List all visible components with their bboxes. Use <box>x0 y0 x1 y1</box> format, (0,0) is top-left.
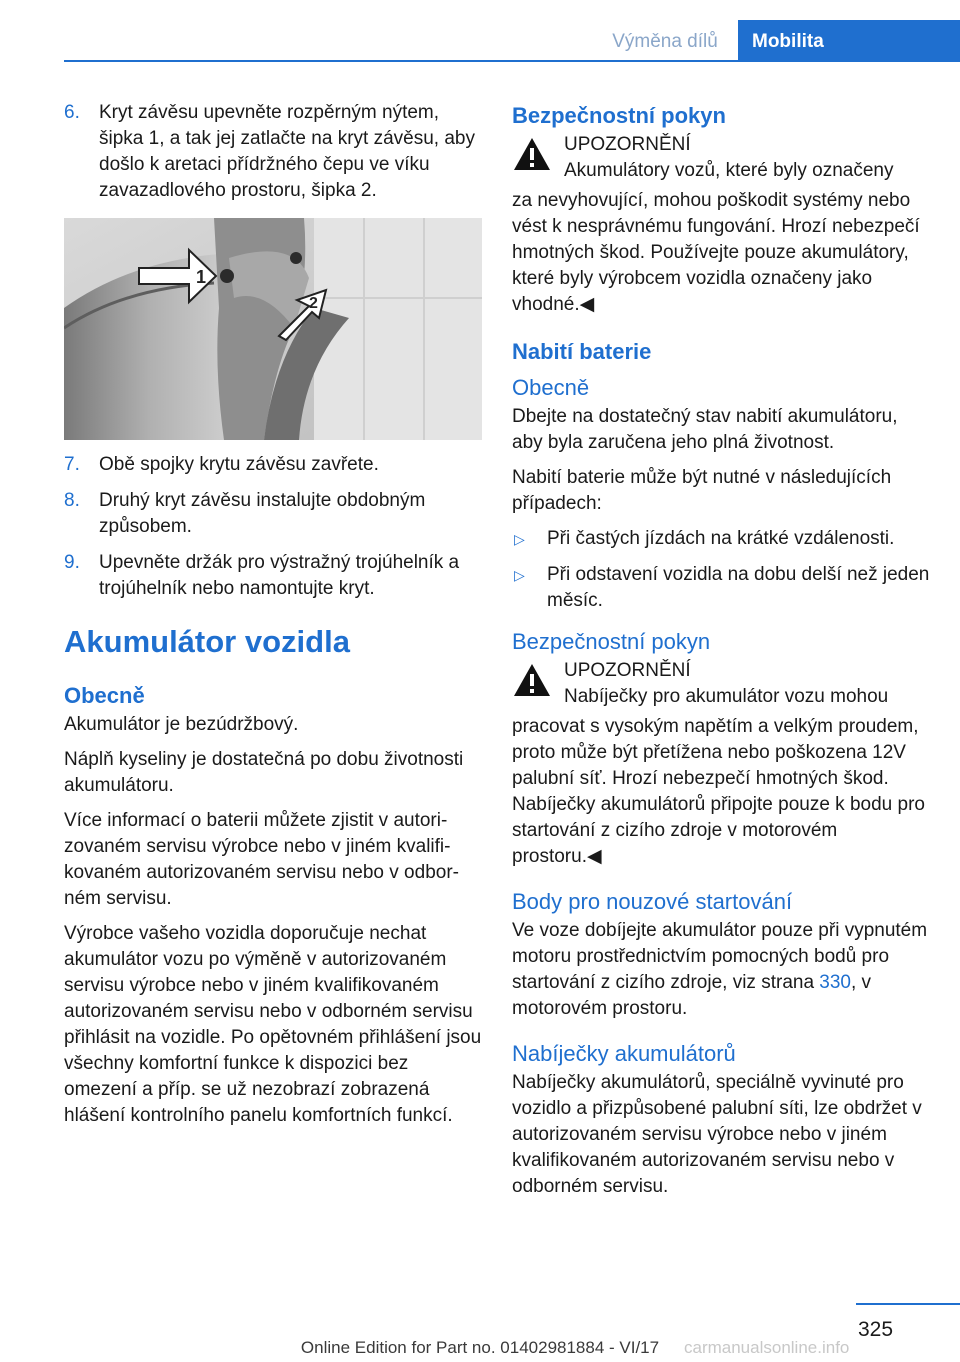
general-heading: Obecně <box>512 375 590 400</box>
paragraph: Náplň kyseliny je dostatečná po dobu životnosti akumulátoru. <box>64 749 464 796</box>
paragraph: Nabití baterie může být nutné v následujících případech: <box>512 467 892 514</box>
right-column <box>512 100 932 1209</box>
step-number: 7. <box>64 454 80 475</box>
warning-icon <box>512 136 552 172</box>
paragraph: Více informací o baterii můžete zjistit v autorizovaném servisu výrobce nebo v jiném kvalifikovaném autorizovaném servisu nebo v odborném servisu. <box>64 810 459 909</box>
general-heading: Obecně <box>64 683 145 708</box>
battery-heading: Akumulátor vozidla <box>64 624 350 659</box>
paragraph: Akumulátor je bezúdržbový. <box>64 714 299 735</box>
arrow-1-label: 1 <box>196 267 207 287</box>
safety-heading: Bezpečnostní pokyn <box>512 629 711 654</box>
warning-text: pracovat s vysokým napětím a velkým proudem, proto může být přetížena nebo poškozena 12V palubní síť. Hrozí nebezpečí hmotných škod. Nabíječky akumulátorů připojte pouze k bodu pro startování z cizího zdroje v motorovém prostoru.◀ <box>512 716 925 867</box>
text: , v motorovém prostoru. <box>512 972 872 1019</box>
step-8 <box>64 488 482 540</box>
page-number: 325 <box>858 1318 894 1341</box>
text: Ve voze dobíjejte akumulátor pouze při vypnutém motoru prostřednictvím pomocných bodů pro startování z cizího zdroje, viz strana <box>512 920 928 993</box>
safety-heading: Bezpečnostní pokyn <box>512 103 726 128</box>
bullet-text: Při častých jízdách na krátké vzdálenosti. <box>547 528 895 549</box>
step-number: 8. <box>64 490 80 511</box>
step-text: Druhý kryt závěsu instalujte obdobným způsobem. <box>99 490 426 537</box>
step-9 <box>64 550 482 602</box>
watermark: carmanualsonline.info <box>684 1338 850 1357</box>
warning-label: UPOZORNĚNÍ <box>564 134 691 155</box>
warning-first-line: Nabíječky pro akumulátor vozu mohou <box>564 686 889 707</box>
bullet-item <box>512 526 932 552</box>
left-column <box>64 100 482 1138</box>
header-chapter-tab: Mobilita <box>738 20 960 62</box>
header-section-tab: Výměna dílů <box>612 31 718 52</box>
bullet-text: Při odstavení vozidla na dobu delší než jeden měsíc. <box>547 564 930 611</box>
header-rule <box>64 60 960 62</box>
warning-label: UPOZORNĚNÍ <box>564 660 691 681</box>
step-text: Upevněte držák pro výstražný trojúhelník a trojúhelník nebo namontujte kryt. <box>99 552 460 599</box>
trunk-hinge-photo <box>64 218 482 440</box>
step-number: 6. <box>64 102 80 123</box>
bullet-marker-icon: ▷ <box>514 531 525 547</box>
paragraph: Dbejte na dostatečný stav nabití akumulátoru, aby byla zaručena jeho plná životnost. <box>512 406 898 453</box>
warning-text: za nevyhovující, mohou poškodit systémy nebo vést k nesprávnému fungování. Hrozí nebezpečí hmotných škod. Používejte pouze akumulátory, které byly výrobcem vozidla označeny jako vhodné.◀ <box>512 190 920 315</box>
bullet-item <box>512 562 932 614</box>
footer-rule <box>856 1303 960 1305</box>
step-text: Kryt závěsu upevněte rozpěrným nýtem, šipka 1, a tak jej zatlačte na kryt závěsu, aby došlo k aretaci přídržného čepu ve víku zavazadlového prostoru, šipka 2. <box>99 102 475 201</box>
chargers-text: Nabíječky akumulátorů, speciálně vyvinuté pro vozidlo a přizpůsobené palubní síti, lze obdržet v autorizovaném servisu výrobce nebo v jiném kvalifikovaném autorizovaném servisu nebo v odborném servisu. <box>512 1072 922 1197</box>
jump-start-heading: Body pro nouzové startování <box>512 889 793 914</box>
warning-icon <box>512 662 552 698</box>
step-number: 9. <box>64 552 80 573</box>
step-text: Obě spojky krytu závěsu zavřete. <box>99 454 379 475</box>
jump-start-text <box>512 918 932 1022</box>
warning-block <box>512 658 932 714</box>
paragraph: Výrobce vašeho vozidla doporučuje nechat akumulátor vozu po výměně v autorizovaném servisu výrobce nebo v jiném kvalifikovaném autorizovaném servisu nebo v odborném servisu přihlásit na vozidle. Po opětovném přihlášení jsou všechny komfortní funkce k dispozici bez omezení a příp. se už nezobrazí zobrazená hlášení kontrolního panelu komfortních funkcí. <box>64 923 482 1126</box>
step-7 <box>64 452 482 478</box>
step-6 <box>64 100 482 204</box>
warning-block <box>512 132 932 188</box>
charging-heading: Nabití baterie <box>512 339 652 364</box>
chargers-heading: Nabíječky akumulátorů <box>512 1041 736 1066</box>
page-reference-link[interactable]: 330 <box>819 972 851 993</box>
arrow-2-label: 2 <box>309 295 318 312</box>
warning-first-line: Akumulátory vozů, které byly označeny <box>564 160 894 181</box>
edition-note: Online Edition for Part no. 01402981884 - VI/17 <box>300 1338 660 1357</box>
bullet-marker-icon: ▷ <box>514 567 525 583</box>
